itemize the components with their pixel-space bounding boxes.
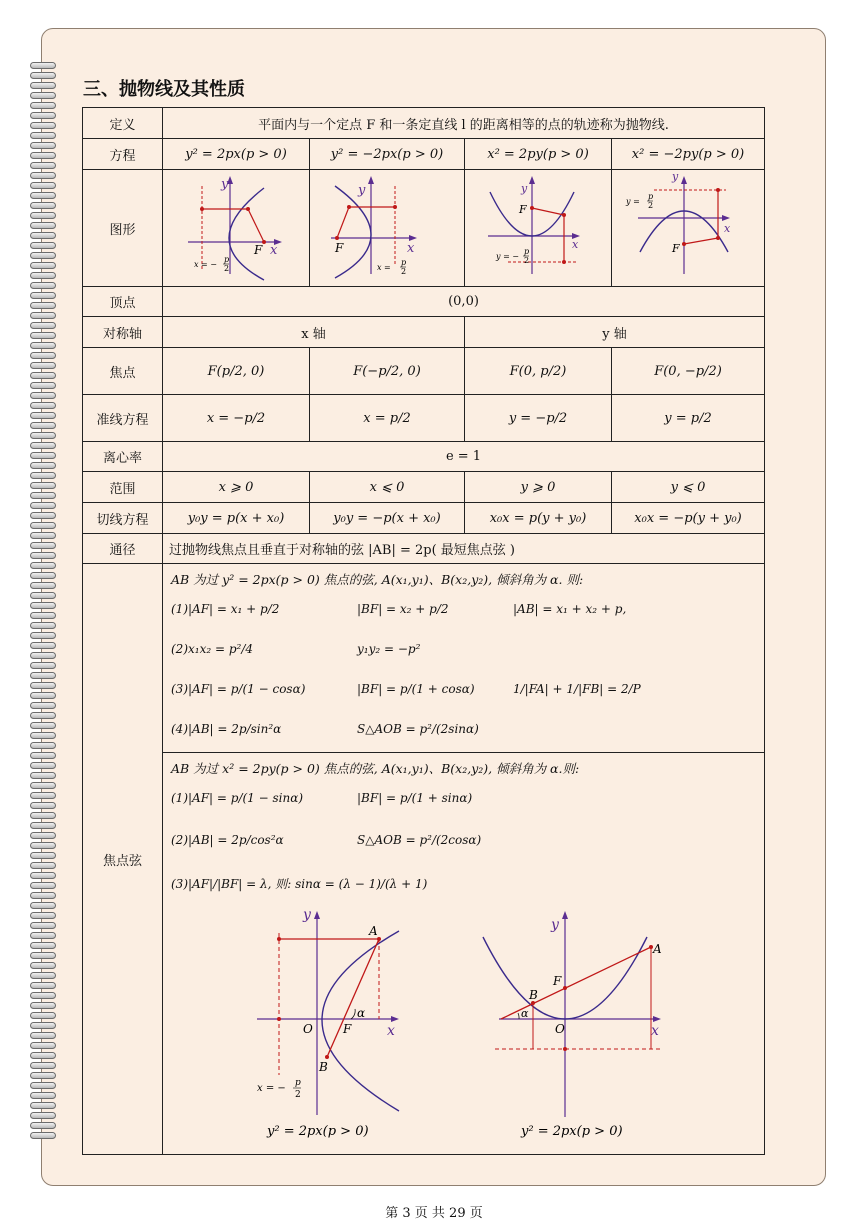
g2-y-label: y xyxy=(358,183,366,198)
row-latus-rectum xyxy=(83,534,765,564)
g2-p: p xyxy=(401,258,407,267)
fig1-two: 2 xyxy=(295,1090,301,1100)
g4-two: 2 xyxy=(648,201,654,210)
fc1-l1b: |BF| = x₂ + p/2 xyxy=(357,602,449,616)
spiral-coil xyxy=(30,802,56,809)
g4-directrix-label: y = xyxy=(626,197,640,206)
graph-cell-1 xyxy=(163,170,310,287)
fc2-l3a: (3)|AF|/|BF| = λ, 则: sinα = (λ − 1)/(λ + 1) xyxy=(171,877,428,891)
fc1-l4a: (4)|AB| = 2p/sin²α xyxy=(171,722,282,736)
spiral-coil xyxy=(30,712,56,719)
g1-x-label: x xyxy=(270,243,278,258)
spiral-coil xyxy=(30,552,56,559)
spiral-coil xyxy=(30,832,56,839)
range-4: y ⩽ 0 xyxy=(612,472,765,503)
spiral-coil xyxy=(30,72,56,79)
spiral-coil xyxy=(30,252,56,259)
directrix-4: y = p/2 xyxy=(612,395,765,442)
fc2-l2b: S△AOB = p²/(2cosα) xyxy=(357,833,482,847)
fig1-p: p xyxy=(295,1078,301,1088)
spiral-coil xyxy=(30,1062,56,1069)
graph-down-opening xyxy=(614,170,762,282)
spiral-coil xyxy=(30,732,56,739)
spiral-coil xyxy=(30,382,56,389)
fc1-l3b: |BF| = p/(1 + cosα) xyxy=(357,682,475,696)
g2-x-label: x xyxy=(407,241,415,256)
fc1-l1c: |AB| = x₁ + x₂ + p, xyxy=(513,602,627,616)
spiral-coil xyxy=(30,992,56,999)
spiral-coil xyxy=(30,102,56,109)
label-focal-chord: 焦点弦 xyxy=(83,564,163,1155)
fc1-l2b: y₁y₂ = −p² xyxy=(357,642,421,656)
spiral-coil xyxy=(30,762,56,769)
spiral-coil xyxy=(30,1052,56,1059)
g1-p: p xyxy=(224,255,230,264)
focus-1: F(p/2, 0) xyxy=(163,348,310,395)
g3-p: p xyxy=(524,247,530,256)
label-tangent: 切线方程 xyxy=(83,503,163,534)
row-vertex xyxy=(83,287,765,317)
g3-focus-label: F xyxy=(519,203,527,216)
spiral-coil xyxy=(30,322,56,329)
spiral-coil xyxy=(30,492,56,499)
fig2-x-label: x xyxy=(651,1023,659,1039)
range-1: x ⩾ 0 xyxy=(163,472,310,503)
spiral-coil xyxy=(30,1102,56,1109)
fc1-l1a: (1)|AF| = x₁ + p/2 xyxy=(171,602,280,616)
spiral-coil xyxy=(30,942,56,949)
fig2-origin: O xyxy=(555,1022,565,1036)
row-focal-chord-part1 xyxy=(83,564,765,753)
vertex-value: (0,0) xyxy=(163,287,765,317)
spiral-coil xyxy=(30,1032,56,1039)
spiral-coil xyxy=(30,722,56,729)
spiral-coil xyxy=(30,372,56,379)
spiral-coil xyxy=(30,312,56,319)
spiral-coil xyxy=(30,562,56,569)
spiral-coil xyxy=(30,272,56,279)
spiral-coil xyxy=(30,222,56,229)
spiral-coil xyxy=(30,772,56,779)
spiral-coil xyxy=(30,1092,56,1099)
fc1-head: AB 为过 y² = 2px(p > 0) 焦点的弦, A(x₁,y₁)、B(x₂,y₂), 倾斜角为 α. 则: xyxy=(171,572,584,587)
tangent-2: y₀y = −p(x + x₀) xyxy=(310,503,465,534)
fc1-l3c: 1/|FA| + 1/|FB| = 2/P xyxy=(513,682,641,696)
fc1-l4b: S△AOB = p²/(2sinα) xyxy=(357,722,479,736)
spiral-coil xyxy=(30,692,56,699)
spiral-coil xyxy=(30,422,56,429)
spiral-coil xyxy=(30,502,56,509)
spiral-coil xyxy=(30,442,56,449)
equation-3: x² = 2py(p > 0) xyxy=(465,139,612,170)
definition-text: 平面内与一个定点 F 和一条定直线 l 的距离相等的点的轨迹称为抛物线. xyxy=(163,108,765,139)
graph-left-opening xyxy=(313,170,461,282)
spiral-coil xyxy=(30,612,56,619)
spiral-coil xyxy=(30,1122,56,1129)
fig1-y-label: y xyxy=(303,907,311,923)
spiral-coil xyxy=(30,1022,56,1029)
label-focus: 焦点 xyxy=(83,348,163,395)
spiral-coil xyxy=(30,392,56,399)
spiral-binding xyxy=(30,62,60,1144)
spiral-coil xyxy=(30,882,56,889)
g4-x-label: x xyxy=(724,222,731,235)
row-definition xyxy=(83,108,765,139)
spiral-coil xyxy=(30,242,56,249)
spiral-coil xyxy=(30,602,56,609)
spiral-coil xyxy=(30,462,56,469)
fc2-l2a: (2)|AB| = 2p/cos²α xyxy=(171,833,284,847)
spiral-coil xyxy=(30,652,56,659)
g4-y-label: y xyxy=(672,170,679,183)
spiral-coil xyxy=(30,212,56,219)
g3-directrix-label: y = − xyxy=(496,252,520,261)
spiral-coil xyxy=(30,842,56,849)
spiral-coil xyxy=(30,792,56,799)
g1-two: 2 xyxy=(224,264,230,273)
spiral-coil xyxy=(30,472,56,479)
spiral-coil xyxy=(30,532,56,539)
range-2: x ⩽ 0 xyxy=(310,472,465,503)
fc1-l2a: (2)x₁x₂ = p²/4 xyxy=(171,642,254,656)
fig1-directrix: x = − xyxy=(257,1083,286,1094)
fig1-caption: y² = 2px(p > 0) xyxy=(267,1124,369,1139)
spiral-coil xyxy=(30,822,56,829)
spiral-coil xyxy=(30,342,56,349)
fig1-point-a: A xyxy=(369,924,378,938)
spiral-coil xyxy=(30,1082,56,1089)
label-directrix: 准线方程 xyxy=(83,395,163,442)
spiral-coil xyxy=(30,1132,56,1139)
tangent-4: x₀x = −p(y + y₀) xyxy=(612,503,765,534)
focal-chord-figure-2 xyxy=(481,905,671,1145)
spiral-coil xyxy=(30,682,56,689)
spiral-coil xyxy=(30,742,56,749)
g3-two: 2 xyxy=(524,256,530,265)
fig2-caption: y² = 2px(p > 0) xyxy=(521,1124,623,1139)
equation-4: x² = −2py(p > 0) xyxy=(612,139,765,170)
fig1-point-b: B xyxy=(319,1060,328,1074)
axis-y: y 轴 xyxy=(465,317,765,348)
g4-p: p xyxy=(648,192,654,201)
spiral-coil xyxy=(30,1112,56,1119)
page-footer: 第 3 页 共 29 页 xyxy=(385,1206,483,1221)
label-eccentricity: 离心率 xyxy=(83,442,163,472)
spiral-coil xyxy=(30,862,56,869)
spiral-coil xyxy=(30,982,56,989)
spiral-coil xyxy=(30,112,56,119)
label-equation: 方程 xyxy=(83,139,163,170)
row-eccentricity xyxy=(83,442,765,472)
spiral-coil xyxy=(30,622,56,629)
spiral-coil xyxy=(30,1072,56,1079)
spiral-coil xyxy=(30,542,56,549)
spiral-coil xyxy=(30,972,56,979)
g1-y-label: y xyxy=(221,177,229,192)
spiral-coil xyxy=(30,82,56,89)
fig2-y-label: y xyxy=(551,917,559,933)
graph-cell-4 xyxy=(612,170,765,287)
spiral-coil xyxy=(30,1012,56,1019)
g3-x-label: x xyxy=(572,238,579,251)
spiral-coil xyxy=(30,452,56,459)
spiral-coil xyxy=(30,262,56,269)
fig1-focus: F xyxy=(343,1022,352,1036)
spiral-coil xyxy=(30,902,56,909)
spiral-coil xyxy=(30,332,56,339)
fig1-origin: O xyxy=(303,1022,313,1036)
spiral-coil xyxy=(30,812,56,819)
spiral-coil xyxy=(30,932,56,939)
focal-chord-figure-1 xyxy=(251,905,411,1145)
graph-cell-2 xyxy=(310,170,465,287)
focal-chord-part2 xyxy=(163,753,765,1155)
row-axis xyxy=(83,317,765,348)
label-latus: 通径 xyxy=(83,534,163,564)
spiral-coil xyxy=(30,782,56,789)
spiral-coil xyxy=(30,122,56,129)
spiral-coil xyxy=(30,892,56,899)
range-3: y ⩾ 0 xyxy=(465,472,612,503)
fig1-alpha: α xyxy=(357,1006,366,1020)
label-definition: 定义 xyxy=(83,108,163,139)
row-graph xyxy=(83,170,765,287)
spiral-coil xyxy=(30,92,56,99)
row-directrix xyxy=(83,395,765,442)
fig2-focus: F xyxy=(553,974,562,988)
g2-two: 2 xyxy=(401,267,407,276)
spiral-coil xyxy=(30,922,56,929)
spiral-coil xyxy=(30,132,56,139)
spiral-coil xyxy=(30,292,56,299)
spiral-coil xyxy=(30,162,56,169)
spiral-coil xyxy=(30,432,56,439)
graph-up-opening xyxy=(468,170,608,282)
spiral-coil xyxy=(30,1042,56,1049)
fc2-l1a: (1)|AF| = p/(1 − sinα) xyxy=(171,791,303,805)
focus-4: F(0, −p/2) xyxy=(612,348,765,395)
spiral-coil xyxy=(30,302,56,309)
label-vertex: 顶点 xyxy=(83,287,163,317)
spiral-coil xyxy=(30,202,56,209)
row-focal-chord-part2 xyxy=(83,753,765,1155)
row-equation xyxy=(83,139,765,170)
g3-y-label: y xyxy=(521,182,528,195)
spiral-coil xyxy=(30,352,56,359)
g4-focus-label: F xyxy=(672,242,680,255)
directrix-1: x = −p/2 xyxy=(163,395,310,442)
spiral-coil xyxy=(30,402,56,409)
spiral-coil xyxy=(30,852,56,859)
graph-right-opening xyxy=(166,170,306,282)
spiral-coil xyxy=(30,172,56,179)
spiral-coil xyxy=(30,952,56,959)
fig2-point-a: A xyxy=(653,942,662,956)
spiral-coil xyxy=(30,632,56,639)
parabola-properties-table xyxy=(82,107,765,1155)
spiral-coil xyxy=(30,182,56,189)
fig2-alpha: α xyxy=(521,1007,529,1020)
spiral-coil xyxy=(30,522,56,529)
fc2-head: AB 为过 x² = 2py(p > 0) 焦点的弦, A(x₁,y₁)、B(x₂,y₂), 倾斜角为 α.则: xyxy=(171,761,580,776)
tangent-1: y₀y = p(x + x₀) xyxy=(163,503,310,534)
latus-text: 过抛物线焦点且垂直于对称轴的弦 |AB| = 2p( 最短焦点弦 ) xyxy=(163,534,765,564)
row-focus xyxy=(83,348,765,395)
spiral-coil xyxy=(30,282,56,289)
eccentricity-value: e = 1 xyxy=(163,442,765,472)
g2-focus-label: F xyxy=(335,241,344,255)
spiral-coil xyxy=(30,752,56,759)
g1-directrix-label: x = − xyxy=(194,260,218,269)
spiral-coil xyxy=(30,482,56,489)
spiral-coil xyxy=(30,872,56,879)
fc2-l1b: |BF| = p/(1 + sinα) xyxy=(357,791,473,805)
label-graph: 图形 xyxy=(83,170,163,287)
spiral-coil xyxy=(30,672,56,679)
label-axis: 对称轴 xyxy=(83,317,163,348)
fig1-x-label: x xyxy=(387,1023,395,1039)
spiral-coil xyxy=(30,412,56,419)
spiral-coil xyxy=(30,662,56,669)
axis-x: x 轴 xyxy=(163,317,465,348)
row-tangent xyxy=(83,503,765,534)
directrix-3: y = −p/2 xyxy=(465,395,612,442)
equation-1: y² = 2px(p > 0) xyxy=(163,139,310,170)
spiral-coil xyxy=(30,152,56,159)
spiral-coil xyxy=(30,362,56,369)
spiral-coil xyxy=(30,592,56,599)
spiral-coil xyxy=(30,912,56,919)
spiral-coil xyxy=(30,702,56,709)
equation-2: y² = −2px(p > 0) xyxy=(310,139,465,170)
graph-cell-3 xyxy=(465,170,612,287)
spiral-coil xyxy=(30,232,56,239)
row-range xyxy=(83,472,765,503)
directrix-2: x = p/2 xyxy=(310,395,465,442)
g1-focus-label: F xyxy=(254,243,263,257)
fig2-point-b: B xyxy=(529,988,538,1002)
g2-directrix-label: x = xyxy=(377,263,391,272)
spiral-coil xyxy=(30,512,56,519)
focus-2: F(−p/2, 0) xyxy=(310,348,465,395)
fc1-l3a: (3)|AF| = p/(1 − cosα) xyxy=(171,682,306,696)
section-title: 三、抛物线及其性质 xyxy=(83,79,245,100)
label-range: 范围 xyxy=(83,472,163,503)
spiral-coil xyxy=(30,962,56,969)
spiral-coil xyxy=(30,582,56,589)
spiral-coil xyxy=(30,62,56,69)
spiral-coil xyxy=(30,142,56,149)
spiral-coil xyxy=(30,1002,56,1009)
spiral-coil xyxy=(30,572,56,579)
tangent-3: x₀x = p(y + y₀) xyxy=(465,503,612,534)
focal-chord-part1 xyxy=(163,564,765,753)
spiral-coil xyxy=(30,642,56,649)
focus-3: F(0, p/2) xyxy=(465,348,612,395)
spiral-coil xyxy=(30,192,56,199)
